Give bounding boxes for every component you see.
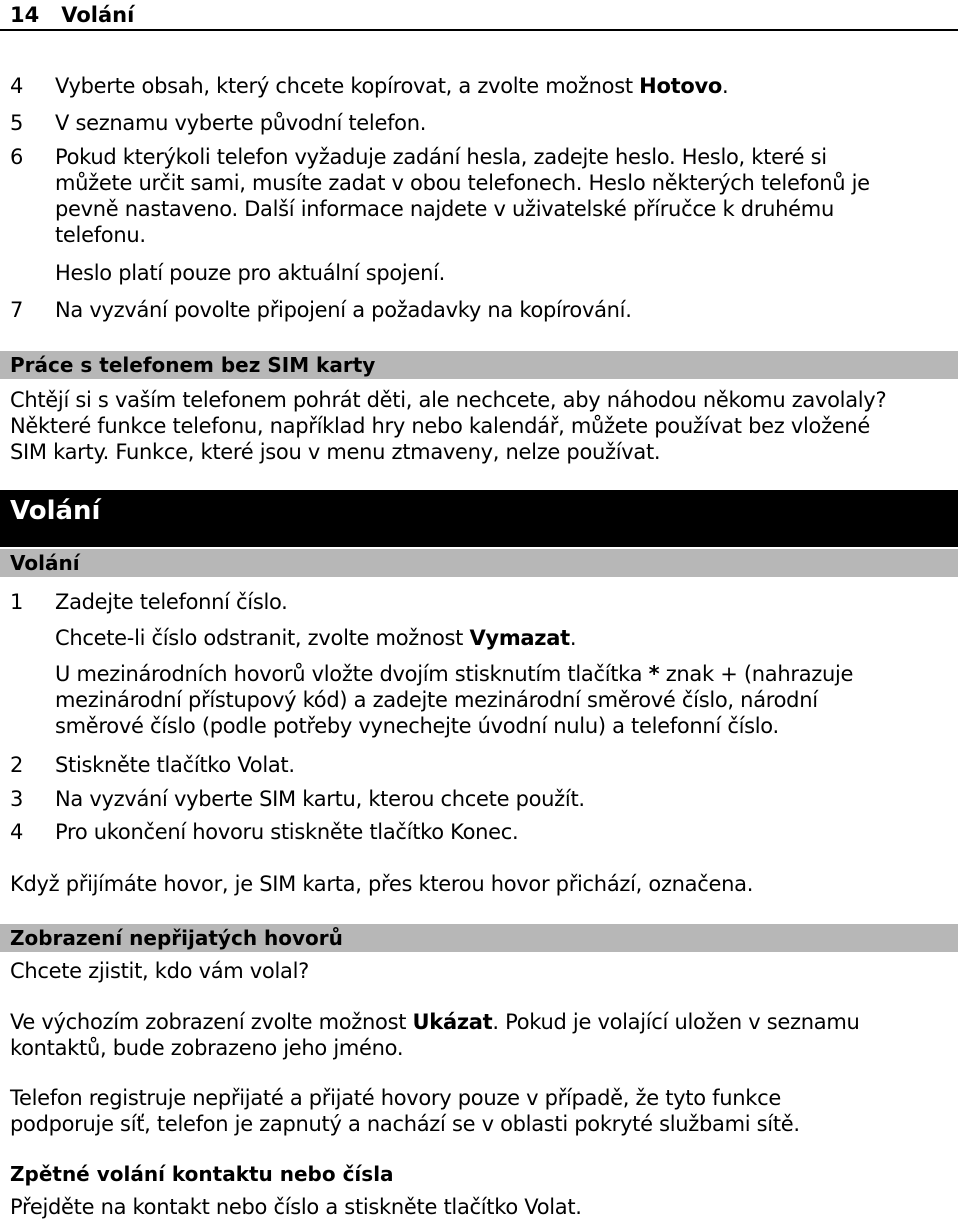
no-sim-paragraph bbox=[10, 387, 955, 465]
section-heading-bar bbox=[0, 549, 958, 577]
section-heading-bar bbox=[0, 351, 958, 379]
copy-step-4 bbox=[10, 73, 955, 99]
call-step-2 bbox=[10, 752, 955, 778]
international-call-note bbox=[55, 661, 955, 739]
step-text: Zadejte telefonní číslo. bbox=[55, 590, 288, 614]
step-text: Stiskněte tlačítko Volat. bbox=[55, 753, 295, 777]
option-hotovo: Hotovo bbox=[639, 74, 722, 98]
step-text: Pro ukončení hovoru stiskněte tlačítko Konec. bbox=[55, 820, 519, 844]
step-text: Na vyzvání vyberte SIM kartu, kterou chcete použít. bbox=[55, 787, 585, 811]
chapter-title: Volání bbox=[10, 496, 101, 526]
step-number: 3 bbox=[10, 787, 24, 811]
step-number: 4 bbox=[10, 820, 24, 844]
section-heading-bar bbox=[0, 924, 958, 952]
step-number: 2 bbox=[10, 753, 24, 777]
delete-number-note bbox=[55, 625, 955, 651]
missed-question: Chcete zjistit, kdo vám volal? bbox=[10, 959, 309, 983]
step-number: 5 bbox=[10, 111, 24, 135]
step-line: můžete určit sami, musíte zadat v obou telefonech. Heslo některých telefonů je bbox=[55, 171, 870, 195]
step-text: Vyberte obsah, který chcete kopírovat, a zvolte možnost bbox=[55, 74, 640, 98]
note-text: znak + (nahrazuje bbox=[659, 662, 854, 686]
page-number: 14 bbox=[10, 3, 40, 27]
running-header bbox=[10, 2, 134, 28]
step-line: Pokud kterýkoli telefon vyžaduje zadání hesla, zadejte heslo. Heslo, které si bbox=[55, 145, 827, 169]
call-step-1 bbox=[10, 589, 955, 615]
paragraph-text: Ve výchozím zobrazení zvolte možnost bbox=[10, 1010, 413, 1034]
paragraph-line: Některé funkce telefonu, například hry nebo kalendář, můžete používat bez vložené bbox=[10, 414, 871, 438]
paragraph-line: SIM karty. Funkce, které jsou v menu ztmaveny, nelze používat. bbox=[10, 440, 661, 464]
network-paragraph bbox=[10, 1085, 955, 1137]
step-number: 1 bbox=[10, 590, 24, 614]
option-ukazat: Ukázat bbox=[412, 1010, 493, 1034]
note-text: U mezinárodních hovorů vložte dvojím stisknutím tlačítka bbox=[55, 662, 649, 686]
running-header-section: Volání bbox=[61, 3, 135, 27]
callback-text: Přejděte na kontakt nebo číslo a stiskněte tlačítko Volat. bbox=[10, 1195, 582, 1219]
paragraph-text: . Pokud je volající uložen v seznamu bbox=[492, 1010, 860, 1034]
step-line: telefonu. bbox=[55, 223, 146, 247]
paragraph-line: kontaktů, bude zobrazeno jeho jméno. bbox=[10, 1036, 404, 1060]
option-vymazat: Vymazat bbox=[469, 626, 570, 650]
missed-show-paragraph bbox=[10, 1009, 955, 1061]
step-text: Na vyzvání povolte připojení a požadavky na kopírování. bbox=[55, 298, 632, 322]
section-heading: Volání bbox=[10, 551, 80, 575]
note-line: směrové číslo (podle potřeby vynechejte úvodní nulu) a telefonní číslo. bbox=[55, 714, 779, 738]
subsection-heading: Zpětné volání kontaktu nebo čísla bbox=[10, 1162, 394, 1186]
section-heading: Práce s telefonem bez SIM karty bbox=[10, 353, 376, 377]
paragraph-line: Telefon registruje nepřijaté a přijaté hovory pouze v případě, že tyto funkce bbox=[10, 1086, 781, 1110]
star-key: * bbox=[648, 662, 660, 686]
copy-step-5 bbox=[10, 110, 955, 136]
sim-indicator-note: Když přijímáte hovor, je SIM karta, přes kterou hovor přichází, označena. bbox=[10, 872, 754, 896]
step-text-end: . bbox=[721, 74, 729, 98]
call-step-3 bbox=[10, 786, 955, 812]
note-line: mezinárodní přístupový kód) a zadejte mezinárodní směrové číslo, národní bbox=[55, 688, 818, 712]
chapter-title-bar bbox=[0, 490, 958, 547]
step-text: V seznamu vyberte původní telefon. bbox=[55, 111, 427, 135]
password-note: Heslo platí pouze pro aktuální spojení. bbox=[55, 261, 446, 285]
paragraph-line: Chtějí si s vaším telefonem pohrát děti, ale nechcete, aby náhodou někomu zavolaly? bbox=[10, 388, 887, 412]
step-line: pevně nastaveno. Další informace najdete v uživatelské příručce k druhému bbox=[55, 197, 834, 221]
note-text-end: . bbox=[569, 626, 577, 650]
step-number: 6 bbox=[10, 145, 24, 169]
copy-step-7 bbox=[10, 297, 955, 323]
section-heading: Zobrazení nepřijatých hovorů bbox=[10, 926, 343, 950]
header-rule bbox=[0, 29, 958, 31]
paragraph-line: podporuje síť, telefon je zapnutý a nachází se v oblasti pokryté službami sítě. bbox=[10, 1112, 800, 1136]
copy-step-6 bbox=[10, 144, 955, 248]
call-step-4 bbox=[10, 819, 955, 845]
step-number: 7 bbox=[10, 298, 24, 322]
note-text: Chcete-li číslo odstranit, zvolte možnost bbox=[55, 626, 470, 650]
step-number: 4 bbox=[10, 74, 24, 98]
